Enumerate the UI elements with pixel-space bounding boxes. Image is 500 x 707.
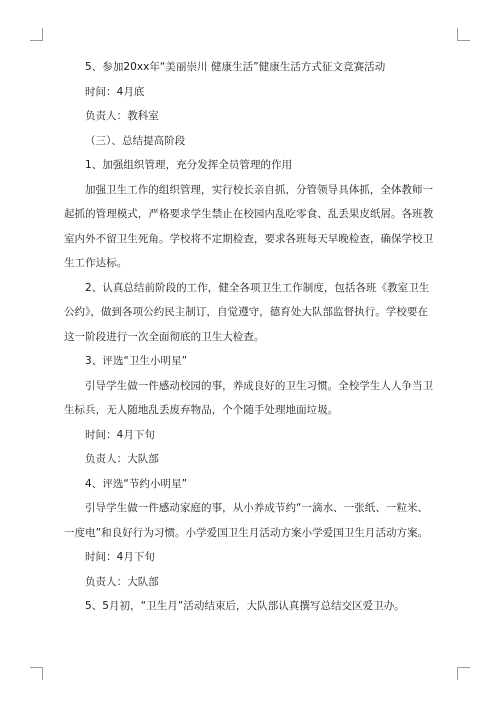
activity-5-owner: 负责人：教科室 (85, 110, 159, 122)
item-4-title: 4、评选“节约小明星” (85, 477, 188, 490)
item-3-body: 引导学生做一件感动校园的事，养成良好的卫生习惯。全校学生人人争当卫生标兵，无人随地乱丢废弃物品，个个随手处理地面垃圾。 (64, 379, 434, 416)
crop-mark-bottom-left (30, 667, 43, 680)
crop-mark-bottom-right (457, 667, 470, 680)
item-1-title: 1、加强组织管理，充分发挥全员管理的作用 (85, 159, 293, 171)
item-5-body: 5、5月初，“卫生月”活动结束后，大队部认真撰写总结交区爱卫办。 (85, 600, 405, 612)
activity-5-title: 5、参加20xx年“美丽崇川 健康生活”健康生活方式征文竞赛活动 (85, 61, 386, 73)
section-heading-3: （三）、总结提高阶段 (85, 134, 186, 147)
item-1-body: 加强卫生工作的组织管理，实行校长亲自抓，分管领导具体抓，全体教师一起抓的管理模式，严格要求学生禁止在校园内乱吃零食、乱丢果皮纸屑。各班教室内外不留卫生死角。学校将不定期检查，要求各班每天早晚检查，确保学校卫生工作达标。 (64, 183, 434, 269)
crop-mark-top-left (30, 28, 43, 41)
item-3-owner: 负责人：大队部 (85, 453, 159, 465)
item-4-body: 引导学生做一件感动家庭的事，从小养成节约“一滴水、一张纸、一粒米、一度电”和良好行为习惯。小学爱国卫生月活动方案小学爱国卫生月活动方案。 (64, 502, 429, 539)
crop-mark-top-right (457, 28, 470, 41)
item-3-time: 时间：4月下旬 (85, 428, 156, 441)
item-4-owner: 负责人：大队部 (85, 575, 159, 588)
item-3-title: 3、评选“卫生小明星” (85, 355, 188, 367)
document-body (64, 55, 436, 619)
activity-5-time: 时间：4月底 (85, 85, 145, 98)
item-2-body: 2、认真总结前阶段的工作，健全各项卫生工作制度，包括各班《教室卫生公约》，做到各项公约民主制订，自觉遵守，德育处大队部监督执行。学校要在这一阶段进行一次全面彻底的卫生大检查。 (64, 281, 430, 343)
item-4-time: 时间：4月下旬 (85, 551, 156, 563)
